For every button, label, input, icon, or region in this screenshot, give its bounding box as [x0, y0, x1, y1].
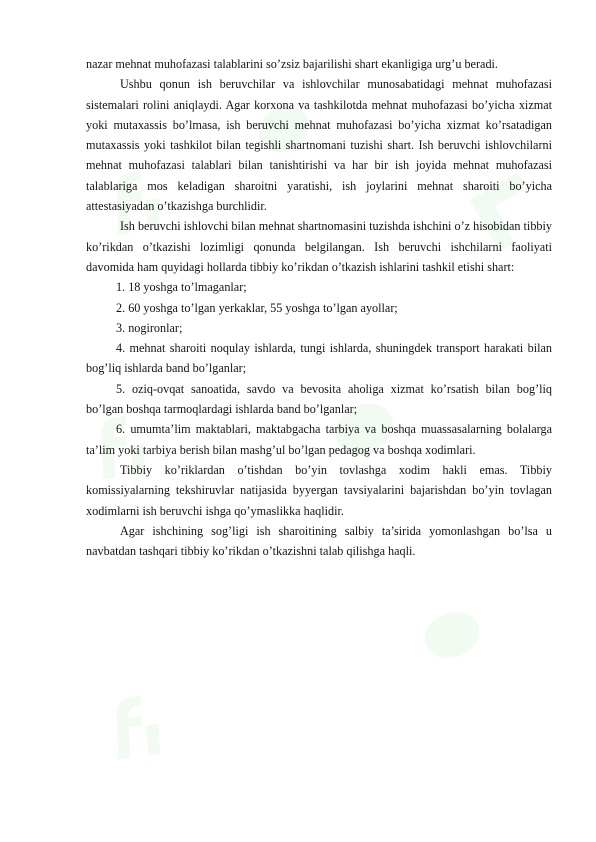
paragraph-medical-exam: Ish beruvchi ishlovchi bilan mehnat shartnomasini tuzishda ishchini o’z hisobidan tibbiy ko’rikdan o’tkazishi lozimligi qonunda belgilangan. Ish beruvchi ishchilarni faoliyati davomida ham quyidagi hollarda tibbiy ko’rikdan o’tkazish ishlarini tashkil etishi shart:	[86, 219, 552, 274]
paragraph-intro: nazar mehnat muhofazasi talablarini so’zsiz bajarilishi shart ekanligiga urg’u beradi.	[86, 57, 498, 71]
paragraph-refusal: Tibbiy ko’riklardan o’tishdan bo’yin tovlashga xodim hakli emas. Tibbiy komissiyalarning tekshiruvlar natijasida byyergan tavsiyalarini bajarishdan bo’yin tovlagan xodimlarni ish beruvchi ishga qo’ymaslikka haqlidir.	[86, 462, 552, 518]
list-item: 3. nogironlar;	[116, 320, 183, 335]
paragraph-health: Agar ishchining sog’ligi ish sharoitining salbiy ta’sirida yomonlashgan bo’lsa u navbatdan tashqari tibbiy ko’rikdan o’tkazishni talab qilishga haqli.	[86, 523, 552, 559]
list-item: 2. 60 yoshga to’lgan yerkaklar, 55 yoshga to’lgan ayollar;	[116, 300, 398, 315]
list-item: 6. umumta’lim maktablari, maktabgacha tarbiya va boshqa muassasalarning bolalarga ta’lim yoki tarbiya berish bilan mashg’ul bo’lgan pedagog va boshqa xodimlari.	[86, 422, 552, 457]
document-body	[86, 54, 552, 561]
paragraph-law-role: Ushbu qonun ish beruvchilar va ishlovchilar munosabatidagi mehnat muhofazasi sistemalari rolini aniqlaydi. Agar korxona va tashkilotda mehnat muhofazasi bo’yicha xizmat yoki mutaxassis bo’lmasa, ish beruvchi mehnat muhofazasi bo’yicha xizmat ko’rsatadigan mutaxassis yoki tashkilot bilan tegishli shartnomani tuzishi shart. Ish beruvchi ishlovchilarni mehnat muhofazasi talablari bilan tanishtirishi va har bir ish joyida mehnat muhofazasi talablariga mos keladigan sharoitni yaratishi, ish joylarini mehnat sharoiti bo’yicha attestasiyadan o’tkazishga burchlidir.	[86, 77, 552, 214]
list-item: 1. 18 yoshga to’lmaganlar;	[116, 280, 247, 295]
list-item: 5. oziq-ovqat sanoatida, savdo va bevosita aholiga xizmat ko’rsatish bilan bog’liq bo’lgan boshqa tarmoqlardagi ishlarda band bo’lganlar;	[86, 381, 552, 417]
list-item: 4. mehnat sharoiti noqulay ishlarda, tungi ishlarda, shuningdek transport harakati bilan bog’liq ishlarda band bo’lganlar;	[86, 341, 552, 376]
